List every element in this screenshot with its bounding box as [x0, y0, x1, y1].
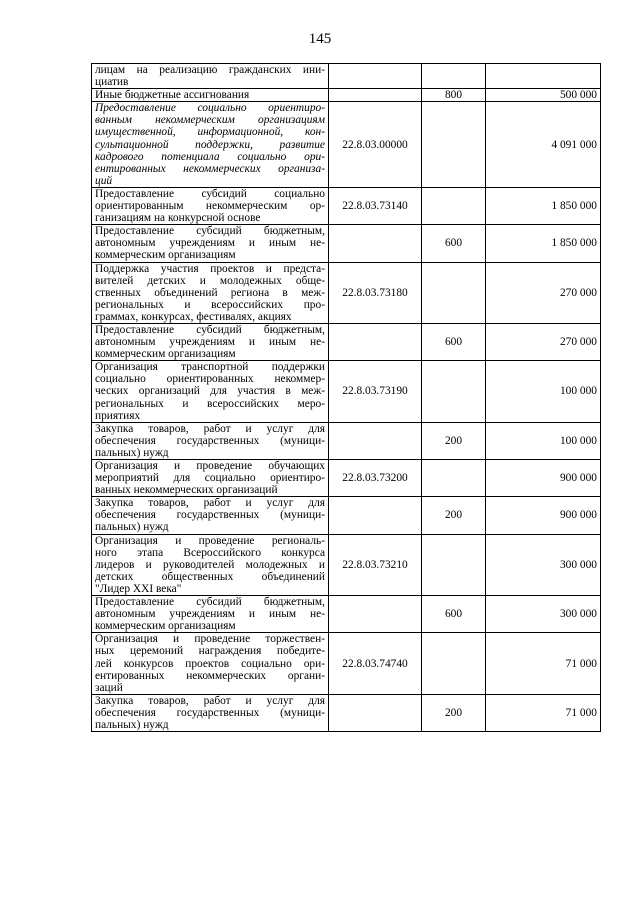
budget-table [91, 63, 601, 732]
cell-amount: 1 850 000 [486, 225, 601, 262]
cell-amount: 500 000 [486, 89, 601, 102]
cell-name-line: пальных) нужд [95, 718, 169, 731]
cell-code [329, 89, 422, 102]
cell-name-line: лицам на реализацию гражданских ини- [95, 64, 325, 76]
cell-name-line: Организация и проведение торжествен- [95, 633, 325, 646]
cell-code: 22.8.03.73140 [329, 187, 422, 224]
cell-name [92, 89, 329, 102]
cell-name-line: лидеров и руководителей молодежных и [95, 558, 325, 571]
cell-name [92, 262, 329, 323]
cell-name-line: обеспечения государственных (муници- [95, 706, 325, 719]
table-row [92, 361, 601, 422]
cell-code [329, 225, 422, 262]
cell-expense-type [422, 361, 486, 422]
cell-name-line: Предоставление субсидий бюджетным, [95, 323, 325, 336]
cell-amount: 300 000 [486, 534, 601, 595]
table-row [92, 534, 601, 595]
cell-name [92, 102, 329, 188]
cell-name-line: Предоставление социально ориентиро- [95, 102, 325, 115]
cell-name-line: коммерческим организациям [95, 348, 236, 361]
cell-expense-type: 200 [422, 497, 486, 534]
page-number: 145 [308, 31, 332, 47]
cell-code [329, 596, 422, 633]
cell-name-line: ного этапа Всероссийского конкурса [95, 546, 325, 559]
cell-name [92, 323, 329, 360]
cell-code: 22.8.03.00000 [329, 102, 422, 188]
table-row [92, 460, 601, 497]
cell-code: 22.8.03.73210 [329, 534, 422, 595]
table-row [92, 633, 601, 694]
cell-name-line: Предоставление субсидий бюджетным, [95, 596, 325, 609]
table-row [92, 89, 601, 102]
cell-name-line: Предоставление субсидий социально [95, 187, 325, 200]
cell-name-line: циатив [95, 76, 129, 89]
cell-expense-type [422, 460, 486, 497]
cell-name-line: ванным некоммерческим организациям [95, 114, 325, 127]
cell-amount: 270 000 [486, 262, 601, 323]
cell-name-line: вителей детских и молодежных обще- [95, 274, 325, 287]
cell-name-line: лей конкурсов проектов социально ори- [95, 657, 325, 670]
table-row [92, 64, 601, 89]
cell-expense-type: 800 [422, 89, 486, 102]
cell-name-line: Закупка товаров, работ и услуг для [95, 422, 325, 435]
cell-name [92, 460, 329, 497]
cell-name-line: детских общественных объединений [95, 570, 325, 583]
cell-expense-type [422, 64, 486, 89]
cell-code: 22.8.03.73180 [329, 262, 422, 323]
cell-amount: 900 000 [486, 497, 601, 534]
cell-name-line: приятиях [95, 409, 141, 422]
cell-amount: 900 000 [486, 460, 601, 497]
cell-amount: 71 000 [486, 694, 601, 731]
cell-name-line: ций [95, 174, 113, 187]
cell-name-line: коммерческим организациям [95, 249, 236, 262]
cell-name-line: имущественной, информационной, кон- [95, 126, 325, 139]
cell-expense-type [422, 102, 486, 188]
table-row [92, 323, 601, 360]
cell-amount: 100 000 [486, 361, 601, 422]
cell-code [329, 64, 422, 89]
table-row [92, 422, 601, 459]
cell-code [329, 497, 422, 534]
cell-name-line: Иные бюджетные ассигнования [95, 89, 250, 102]
cell-name [92, 596, 329, 633]
cell-name-line: ственных объединений региона в меж- [95, 286, 325, 299]
cell-name-line: коммерческим организациям [95, 620, 236, 633]
table-row [92, 187, 601, 224]
cell-amount: 1 850 000 [486, 187, 601, 224]
cell-expense-type [422, 633, 486, 694]
cell-name-line: ориентированным некоммерческим ор- [95, 200, 325, 213]
cell-name-line: заций [95, 681, 123, 694]
cell-name-line: ганизациям на конкурсной основе [95, 212, 261, 225]
cell-name-line: пальных) нужд [95, 446, 169, 459]
table-row [92, 225, 601, 262]
cell-name-line: Предоставление субсидий бюджетным, [95, 225, 325, 238]
table-row [92, 694, 601, 731]
cell-expense-type: 600 [422, 596, 486, 633]
cell-code [329, 694, 422, 731]
table-row [92, 596, 601, 633]
cell-name-line: "Лидер XXI века" [95, 582, 182, 595]
cell-name-line: региональных и всероссийских про- [95, 298, 325, 311]
cell-name-line: Организация и проведение региональ- [95, 534, 325, 547]
cell-name [92, 633, 329, 694]
table-row [92, 102, 601, 188]
cell-name [92, 422, 329, 459]
cell-code: 22.8.03.74740 [329, 633, 422, 694]
cell-expense-type: 200 [422, 694, 486, 731]
table-row [92, 497, 601, 534]
cell-name-line: Организация и проведение обучающих [95, 460, 325, 472]
cell-name-line: автономным учреждениям и иным не- [95, 608, 325, 621]
cell-name-line: региональных и всероссийских меро- [95, 397, 325, 410]
cell-name-line: Поддержка участия проектов и предста- [95, 262, 325, 275]
cell-expense-type [422, 262, 486, 323]
cell-name-line: автономным учреждениям и иным не- [95, 336, 325, 349]
cell-amount: 270 000 [486, 323, 601, 360]
cell-expense-type: 200 [422, 422, 486, 459]
cell-name-line: Закупка товаров, работ и услуг для [95, 497, 325, 510]
cell-name-line: автономным учреждениям и иным не- [95, 237, 325, 250]
cell-name [92, 497, 329, 534]
cell-code [329, 422, 422, 459]
cell-name-line: кадрового потенциала социально ори- [95, 150, 325, 163]
cell-name-line: социально ориентированных некоммер- [95, 373, 325, 386]
cell-name [92, 361, 329, 422]
cell-name [92, 64, 329, 89]
cell-name [92, 694, 329, 731]
cell-code: 22.8.03.73190 [329, 361, 422, 422]
cell-expense-type [422, 187, 486, 224]
cell-amount: 100 000 [486, 422, 601, 459]
cell-name-line: обеспечения государственных (муници- [95, 434, 325, 447]
cell-name-line: пальных) нужд [95, 521, 169, 534]
cell-code: 22.8.03.73200 [329, 460, 422, 497]
cell-name-line: обеспечения государственных (муници- [95, 509, 325, 522]
cell-expense-type: 600 [422, 225, 486, 262]
cell-name-line: Организация транспортной поддержки [95, 361, 325, 374]
table-row [92, 262, 601, 323]
cell-name-line: мероприятий для социально ориентиро- [95, 472, 325, 485]
cell-name [92, 187, 329, 224]
cell-name-line: сультационной поддержки, развитие [95, 138, 325, 151]
cell-code [329, 323, 422, 360]
cell-name-line: Закупка товаров, работ и услуг для [95, 694, 325, 707]
budget-table-body [92, 64, 601, 732]
cell-amount: 4 091 000 [486, 102, 601, 188]
cell-name-line: ных церемоний награждения победите- [95, 645, 325, 658]
cell-name-line: ентированных некоммерческих организа- [95, 162, 325, 175]
cell-amount [486, 64, 601, 89]
cell-name [92, 225, 329, 262]
cell-name-line: ванных некоммерческих организаций [95, 484, 278, 497]
cell-expense-type [422, 534, 486, 595]
cell-name-line: граммах, конкурсах, фестивалях, акциях [95, 310, 292, 323]
cell-name-line: ентированных некоммерческих органи- [95, 669, 325, 682]
cell-amount: 71 000 [486, 633, 601, 694]
cell-amount: 300 000 [486, 596, 601, 633]
cell-name [92, 534, 329, 595]
cell-name-line: ческих организаций для участия в меж- [95, 385, 325, 398]
cell-expense-type: 600 [422, 323, 486, 360]
